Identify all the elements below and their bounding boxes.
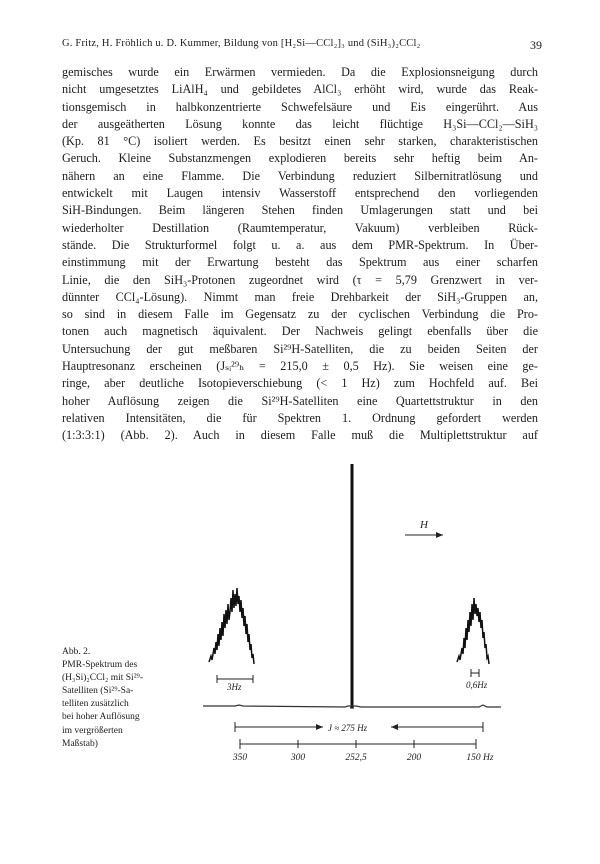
page-number: 39	[530, 38, 542, 52]
scale-tick-label: 350	[232, 753, 248, 763]
text-line: nähern an eine Flamme. Die Verbindung reduziert Silbernitratlösung und	[62, 168, 538, 183]
caption-line: im vergrößerten	[62, 725, 123, 736]
scale-tick-label: 200	[406, 753, 422, 763]
text-line: wiederholter Destillation (Raumtemperatur, Vakuum) verbleiben Rück-	[62, 220, 538, 235]
coupling-label: J ≈ 275 Hz	[328, 723, 368, 733]
header-title: G. Fritz, H. Fröhlich u. D. Kummer, Bildung von [H₂Si—CCl₂]₃ und (SiH₃)₂CCl₂	[62, 38, 421, 49]
text-line: hoher Auflösung zeigen die Si²⁹H-Satelliten eine Quartettstruktur in den	[62, 393, 538, 408]
text-line: (1:3:3:1) (Abb. 2). Auch in diesem Falle muß die Multiplettstruktur auf	[62, 428, 538, 443]
main-resonance-peak	[350, 464, 354, 708]
right-width-label: 0,6Hz	[466, 680, 488, 690]
field-direction-arrow-icon	[405, 532, 443, 538]
body-text	[62, 64, 538, 445]
left-width-label: 3Hz	[227, 682, 242, 692]
text-line: so sind in diesem Falle im Gegensatz zu der cyclischen Verbindung die Pro-	[62, 307, 538, 322]
text-line: gemisches wurde ein Erwärmen vermieden. Da die Explosionsneigung durch	[62, 65, 538, 79]
text-line: ringe, aber deutliche Isotopieverschiebung (< 1 Hz) zum Hochfeld auf. Bei	[62, 376, 538, 391]
text-line: dünnter CCl₄-Lösung). Nimmt man freie Drehbarkeit der SiH₃-Gruppen an,	[62, 289, 538, 304]
text-line: Geruch. Kleine Substanzmengen explodieren bereits sehr heftig beim An-	[62, 151, 538, 166]
caption-line: PMR-Spektrum des	[62, 660, 138, 671]
text-line: tionsgemisch in halbkonzentrierte Schwefelsäure und Eis eingerührt. Aus	[62, 99, 538, 114]
text-line: tonen auch magnetisch äquivalent. Der Nachweis gelingt ebenfalls über die	[62, 324, 538, 339]
text-line: nicht umgesetztes LiAlH₄ und gebildetes AlCl₃ erhöht wird, wurde das Reak-	[62, 82, 538, 97]
field-label: H	[420, 519, 428, 531]
scale-tick-label: 252,5	[345, 753, 367, 763]
caption-line: Abb. 2.	[62, 647, 91, 657]
text-line: Untersuchung der gut meßbaren Si²⁹H-Satelliten, die zu beiden Seiten der	[62, 341, 538, 356]
text-line: (Kp. 81 °C) isoliert werden. Es besitzt einen sehr starken, charakteristischen	[62, 134, 538, 149]
text-line: Linie, die den SiH₃-Protonen zugeordnet wird (τ = 5,79 Grenzwert in ver-	[62, 272, 538, 287]
nmr-spectrum-figure	[195, 462, 525, 774]
caption-line: telliten zusätzlich	[62, 699, 129, 710]
figure-caption	[62, 646, 158, 751]
right-width-marker	[471, 669, 479, 677]
caption-line: Satelliten (Si²⁹-Sa-	[62, 686, 134, 697]
scale-tick-label: 300	[290, 753, 306, 763]
text-line: der ausgeätherten Lösung konnte das leicht flüchtige H₃Si—CCl₂—SiH₃	[62, 116, 538, 131]
left-satellite-quartet	[209, 588, 254, 664]
text-line: SiH-Bindungen. Beim längeren Stehen finden Umlagerungen statt und bei	[62, 203, 538, 218]
frequency-scale	[240, 739, 476, 749]
running-header	[62, 38, 542, 54]
text-line: Hauptresonanz erscheinen (Jₛᵢ²⁹ₕ = 215,0 ± 0,5 Hz). Sie weisen eine ge-	[62, 359, 538, 374]
text-line: einstimmung mit der Erwartung besteht das Spektrum aus einer scharfen	[62, 255, 538, 270]
caption-line: Maßstab)	[62, 738, 98, 749]
text-line: relativen Intensitäten, die für Spektren 1. Ordnung gefordert werden	[62, 410, 538, 425]
text-line: entwickelt mit Laugen intensiv Wasserstoff entsprechend den vorliegenden	[62, 186, 538, 201]
caption-line: bei hoher Auflösung	[62, 712, 140, 723]
scale-tick-label: 150 Hz	[466, 753, 494, 763]
right-satellite-quartet	[457, 598, 489, 664]
caption-line: (H₃Si)₂CCl₂ mit Si²⁹-	[62, 673, 144, 684]
text-line: stände. Die Strukturformel folgt u. a. aus dem PMR-Spektrum. In Über-	[62, 237, 538, 252]
